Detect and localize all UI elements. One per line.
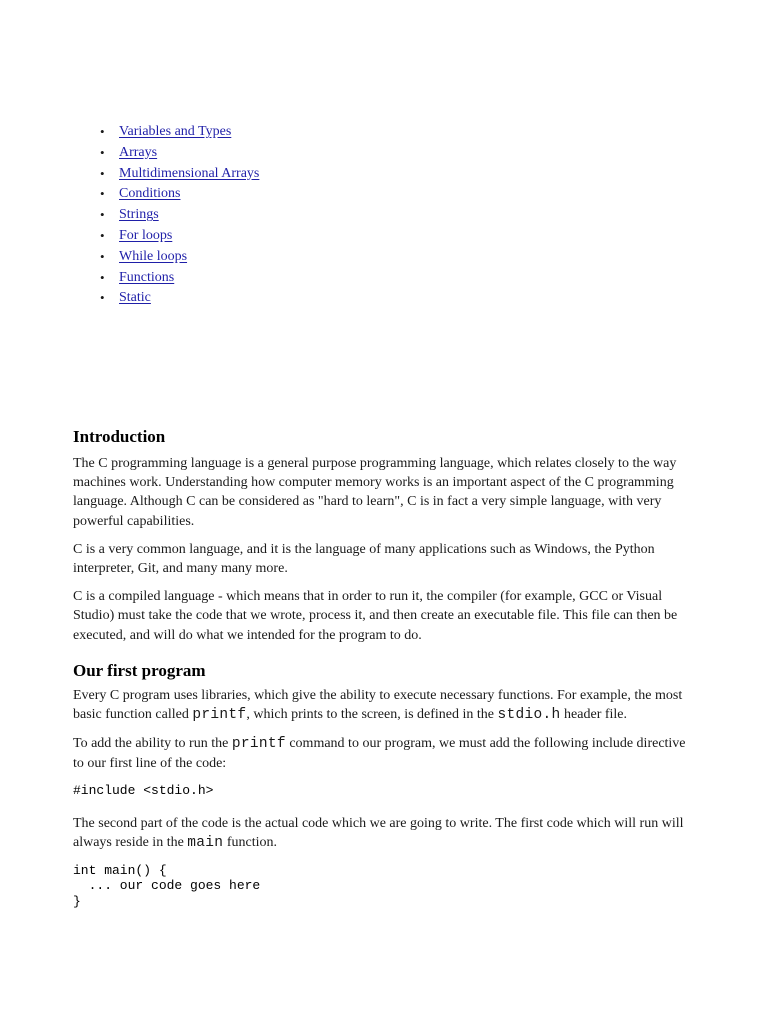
toc-link-while-loops[interactable]: While loops	[119, 248, 188, 264]
toc-link-variables-and-types[interactable]: Variables and Types	[119, 124, 232, 139]
bullet-icon: •	[100, 248, 105, 264]
intro-paragraph-3: C is a compiled language - which means that in order to run it, the compiler (for example, GCC or Visual Studio) must take the code that we wrote, process it, and then create an executable file. This file can then be executed, and will do what we intended for the program to do.	[73, 589, 678, 643]
bullet-icon: •	[100, 269, 105, 285]
toc-link-for-loops[interactable]: For loops	[119, 227, 173, 243]
toc-link-arrays[interactable]: Arrays	[119, 144, 158, 160]
toc-link-static[interactable]: Static	[119, 290, 151, 306]
first-program-paragraph-3	[73, 814, 698, 853]
bullet-icon: •	[100, 207, 105, 223]
toc-item	[100, 268, 259, 289]
table-of-contents	[100, 122, 259, 309]
toc-item	[100, 288, 259, 309]
bullet-icon: •	[100, 227, 105, 243]
bullet-icon: •	[100, 144, 105, 160]
toc-item	[100, 205, 259, 226]
text-segment: command to our program, we must add the following include directive to our first line of the code:	[73, 736, 686, 772]
toc-link-conditions[interactable]: Conditions	[119, 186, 181, 202]
intro-paragraph-1: The C programming language is a general purpose programming language, which relates closely to the way machines work. Understanding how computer memory works is an important aspect of the C programming language. Although C can be considered as "hard to learn", C is in fact a very simple language, with very powerful capabilities.	[73, 456, 677, 529]
intro-heading: Introduction	[73, 427, 166, 446]
first-program-paragraph-1	[73, 686, 698, 725]
inline-code-stdio: stdio.h	[497, 707, 561, 724]
bullet-icon: •	[100, 165, 105, 181]
toc-item	[100, 122, 259, 143]
toc-link-functions[interactable]: Functions	[119, 269, 175, 285]
first-program-heading: Our first program	[73, 660, 206, 680]
code-block-include: #include <stdio.h>	[73, 782, 214, 798]
toc-item	[100, 226, 259, 247]
toc-item	[100, 247, 259, 268]
inline-code-printf: printf	[231, 736, 286, 753]
inline-code-printf: printf	[192, 707, 247, 724]
text-segment: , which prints to the screen, is defined in the	[246, 707, 498, 723]
text-segment: To add the ability to run the	[73, 736, 232, 752]
toc-item	[100, 164, 259, 185]
bullet-icon: •	[100, 290, 105, 306]
code-block-main: int main() { ... our code goes here }	[73, 862, 261, 909]
toc-link-multidimensional-arrays[interactable]: Multidimensional Arrays	[119, 165, 260, 181]
text-segment: The second part of the code is the actual code which we are going to write. The first code which will run will always reside in the	[73, 816, 684, 851]
intro-paragraph-2: C is a very common language, and it is the language of many applications such as Windows, the Python interpreter, Git, and many many more.	[73, 541, 655, 577]
text-segment: header file.	[560, 707, 628, 723]
bullet-icon: •	[100, 124, 105, 139]
text-segment: function.	[223, 835, 277, 851]
first-program-paragraph-2	[73, 734, 698, 773]
inline-code-main: main	[187, 835, 224, 852]
toc-link-strings[interactable]: Strings	[119, 207, 159, 223]
toc-item	[100, 143, 259, 164]
bullet-icon: •	[100, 186, 105, 202]
article-body	[73, 426, 698, 925]
text-segment: Every C program uses libraries, which give the ability to execute necessary functions. For example, the most basic function called	[73, 687, 683, 723]
toc-item	[100, 184, 259, 205]
